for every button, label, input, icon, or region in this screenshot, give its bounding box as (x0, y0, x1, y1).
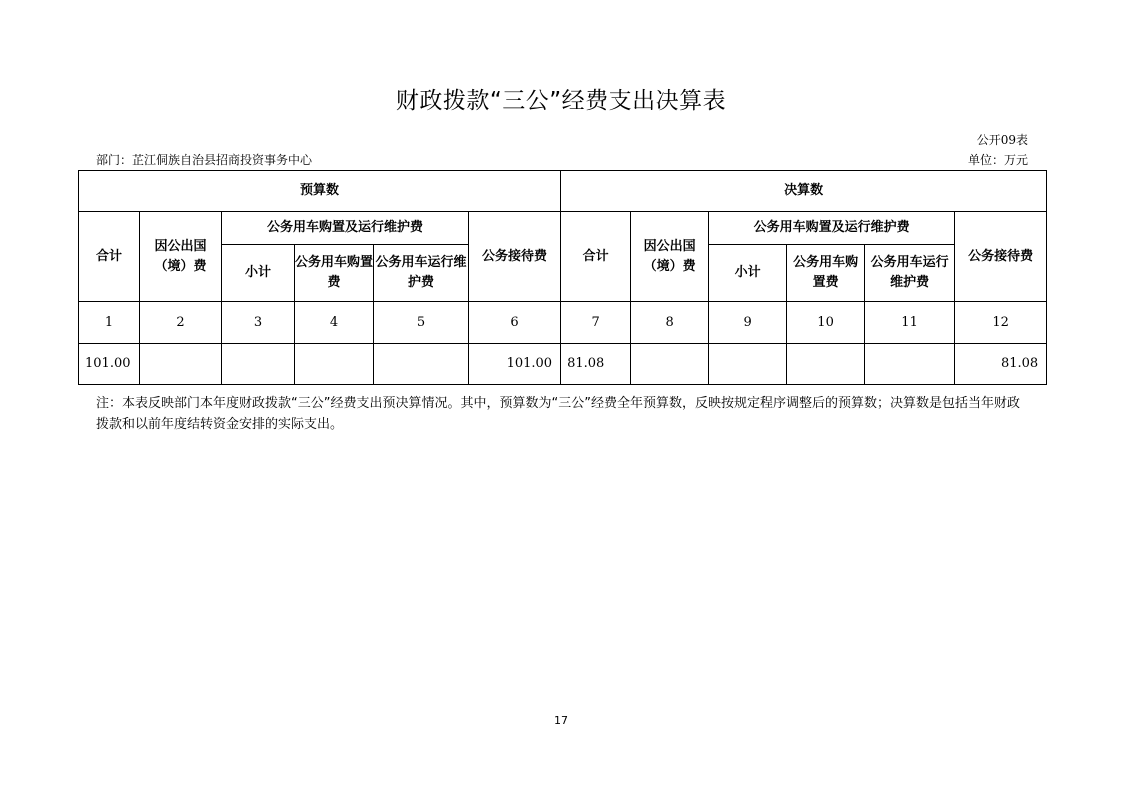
column-number: 4 (295, 302, 374, 344)
budget-vehicle-operation-header: 公务用车运行维护费 (374, 245, 469, 302)
budget-subtotal-value (222, 344, 295, 385)
final-vehicle-operation-header: 公务用车运行维护费 (865, 245, 955, 302)
column-number: 6 (469, 302, 561, 344)
three-public-expense-table (78, 170, 1047, 385)
budget-reception-value: 101.00 (469, 344, 561, 385)
form-number: 公开09表 (976, 133, 1028, 147)
column-number: 3 (222, 302, 295, 344)
final-reception-header: 公务接待费 (955, 212, 1047, 302)
budget-vehicle-group-header: 公务用车购置及运行维护费 (222, 212, 469, 245)
column-number: 2 (140, 302, 222, 344)
column-number: 10 (787, 302, 865, 344)
final-total-header: 合计 (561, 212, 631, 302)
final-abroad-header: 因公出国（境）费 (631, 212, 709, 302)
final-vehicle-group-header: 公务用车购置及运行维护费 (709, 212, 955, 245)
column-number: 9 (709, 302, 787, 344)
final-vehicle-operation-value (865, 344, 955, 385)
unit-label: 单位：万元 (967, 153, 1028, 167)
column-number-row (79, 302, 1047, 344)
budget-group-header: 预算数 (79, 171, 561, 212)
column-number: 7 (561, 302, 631, 344)
final-subtotal-header: 小计 (709, 245, 787, 302)
value-row (79, 344, 1047, 385)
column-number: 5 (374, 302, 469, 344)
budget-vehicle-operation-value (374, 344, 469, 385)
final-vehicle-purchase-value (787, 344, 865, 385)
column-number: 1 (79, 302, 140, 344)
final-total-value: 81.08 (561, 344, 631, 385)
budget-total-header: 合计 (79, 212, 140, 302)
final-subtotal-value (709, 344, 787, 385)
budget-reception-header: 公务接待费 (469, 212, 561, 302)
table-note: 注：本表反映部门本年度财政拨款“三公”经费支出预决算情况。其中，预算数为“三公”经费全年预算数，反映按规定程序调整后的预算数；决算数是包括当年财政拨款和以前年度结转资金安排的实际支出。 (96, 396, 1020, 432)
final-vehicle-purchase-header: 公务用车购置费 (787, 245, 865, 302)
budget-abroad-header: 因公出国（境）费 (140, 212, 222, 302)
column-number: 12 (955, 302, 1047, 344)
budget-total-value: 101.00 (79, 344, 140, 385)
column-number: 11 (865, 302, 955, 344)
page-title: 财政拨款“三公”经费支出决算表 (395, 88, 727, 114)
department-label: 部门：芷江侗族自治县招商投资事务中心 (96, 153, 313, 167)
budget-subtotal-header: 小计 (222, 245, 295, 302)
page-number: 17 (554, 714, 568, 727)
final-group-header: 决算数 (561, 171, 1047, 212)
column-number: 8 (631, 302, 709, 344)
final-abroad-value (631, 344, 709, 385)
budget-abroad-value (140, 344, 222, 385)
budget-vehicle-purchase-value (295, 344, 374, 385)
final-reception-value: 81.08 (955, 344, 1047, 385)
budget-vehicle-purchase-header: 公务用车购置费 (295, 245, 374, 302)
